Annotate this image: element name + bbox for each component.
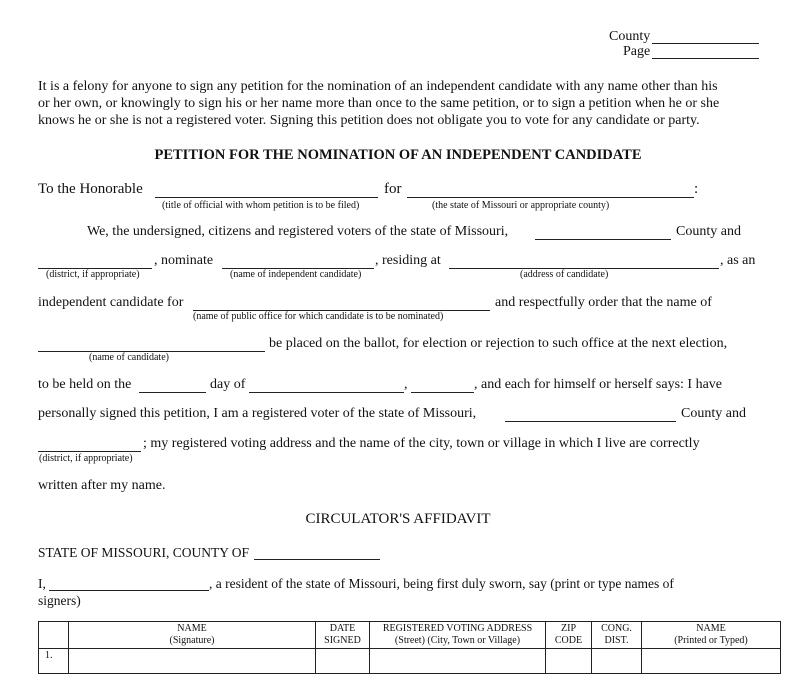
held-on-label: to be held on the [38,377,132,392]
zip-cell[interactable] [546,649,592,674]
table-header-row [39,622,781,649]
col-signature-header: NAME (Signature) [69,622,316,649]
resident-text: , a resident of the state of Missouri, being first duly sworn, say (print or type names of [209,576,674,591]
official-title-field[interactable] [155,197,378,198]
hint-candidate-name: (name of independent candidate) [230,269,362,280]
independent-candidate-for-label: independent candidate for [38,295,184,310]
page-label: Page [623,44,651,59]
col-printed-name-header: NAME (Printed or Typed) [642,622,781,649]
row-number: 1. [39,649,69,674]
for-label: for [384,181,402,197]
col-date-header: DATE SIGNED [316,622,370,649]
signature-table [38,621,781,674]
page-field[interactable] [652,58,759,59]
signer-county-field[interactable] [505,421,676,422]
each-says-text: , and each for himself or herself says: I have [474,377,723,392]
hint-state: (the state of Missouri or appropriate county) [432,200,610,211]
hint-district-1: (district, if appropriate) [46,269,140,280]
date-cell[interactable] [316,649,370,674]
printed-name-cell[interactable] [642,649,781,674]
respectfully-order-text: and respectfully order that the name of [495,295,712,310]
i-label: I, [38,576,46,591]
colon: : [694,181,699,197]
hint-district-2: (district, if appropriate) [39,453,133,464]
county-field[interactable] [652,43,759,44]
month-field[interactable] [249,392,404,393]
col-zip-header: ZIP CODE [546,622,592,649]
address-cell[interactable] [370,649,546,674]
county-label: County [609,29,651,44]
col-num-header [39,622,69,649]
nominate-label: , nominate [154,253,214,268]
signers-text: signers) [38,593,81,608]
circulator-name-field[interactable] [49,590,209,591]
affidavit-title: CIRCULATOR'S AFFIDAVIT [305,511,491,527]
district-field-2[interactable] [38,451,141,452]
written-after-text: written after my name. [38,478,166,493]
day-field[interactable] [139,392,206,393]
be-placed-text: be placed on the ballot, for election or rejection to such office at the next election, [269,336,728,351]
year-field[interactable] [411,392,474,393]
warning-line-3: knows he or she is not a registered voter. Signing this petition does not obligate you to vote for any candidate or party. [38,113,700,128]
comma: , [404,377,408,392]
day-of-label: day of [210,377,246,392]
we-undersigned-text: We, the undersigned, citizens and registered voters of the state of Missouri, [87,224,509,239]
county-and-label-2: County and [681,406,746,421]
to-honorable-label: To the Honorable [38,181,143,197]
hint-candidate-address: (address of candidate) [520,269,609,280]
cong-dist-cell[interactable] [592,649,642,674]
table-row [39,649,781,674]
hint-name-candidate: (name of candidate) [89,352,169,363]
personally-signed-text: personally signed this petition, I am a registered voter of the state of Missouri, [38,406,477,421]
residing-at-label: , residing at [375,253,441,268]
hint-office: (name of public office for which candidate is to be nominated) [193,311,444,322]
hint-official-title: (title of official with whom petition is to be filed) [162,200,360,211]
col-address-header: REGISTERED VOTING ADDRESS (Street) (City, Town or Village) [370,622,546,649]
county-and-label-1: County and [676,224,741,239]
county-residence-field[interactable] [535,239,671,240]
as-an-label: , as an [720,253,756,268]
page-title: PETITION FOR THE NOMINATION OF AN INDEPENDENT CANDIDATE [154,147,642,163]
signature-cell[interactable] [69,649,316,674]
state-county-label: STATE OF MISSOURI, COUNTY OF [38,545,250,560]
warning-line-1: It is a felony for anyone to sign any petition for the nomination of an independent candidate with any name other than his [38,79,718,94]
col-cong-header: CONG. DIST. [592,622,642,649]
affidavit-county-field[interactable] [254,559,380,560]
warning-line-2: or her own, or knowingly to sign his or her name more than once to the same petition, or to sign a petition when he or she [38,96,720,111]
state-county-field[interactable] [407,197,694,198]
voting-address-text: ; my registered voting address and the name of the city, town or village in which I live are correctly [143,436,700,451]
